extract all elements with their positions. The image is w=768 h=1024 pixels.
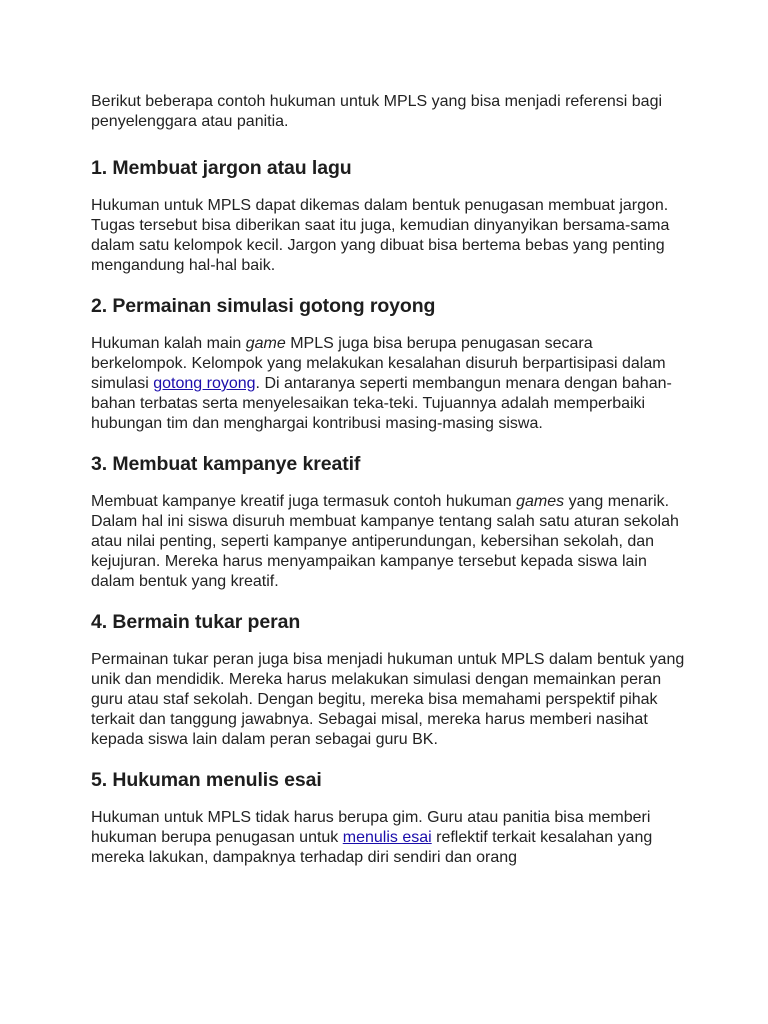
section-heading: 5. Hukuman menulis esai (91, 769, 322, 791)
body-emphasis: game (245, 335, 286, 352)
section-5 (91, 768, 691, 868)
section-2 (91, 294, 691, 434)
section-heading: 2. Permainan simulasi gotong royong (91, 295, 436, 317)
gotong-royong-link[interactable]: gotong royong (153, 375, 256, 392)
section-body: Hukuman untuk MPLS dapat dikemas dalam bentuk penugasan membuat jargon. Tugas tersebut bisa diberikan saat itu juga, kemudian dinyanyikan bersama-sama dalam satu kelompok kecil. Jargon yang dibuat bisa bertema bebas yang penting mengandung hal-hal baik. (91, 197, 670, 274)
body-text: yang menarik. Dalam hal ini siswa disuruh membuat kampanye tentang salah satu aturan sekolah atau nilai penting, seperti kampanye antiperundungan, kebersihan sekolah, dan kejujuran. Mereka harus menyampaikan kampanye tersebut kepada siswa lain dalam bentuk yang kreatif. (91, 493, 679, 590)
section-body (91, 334, 691, 434)
menulis-esai-link[interactable]: menulis esai (342, 829, 432, 846)
section-heading: 4. Bermain tukar peran (91, 611, 301, 633)
section-body: Permainan tukar peran juga bisa menjadi hukuman untuk MPLS dalam bentuk yang unik dan mendidik. Mereka harus melakukan simulasi dengan memainkan peran guru atau staf sekolah. Dengan begitu, mereka bisa memahami perspektif pihak terkait dan tanggung jawabnya. Sebagai misal, mereka harus memberi nasihat kepada siswa lain dalam peran sebagai guru BK. (91, 651, 685, 748)
body-text: Membuat kampanye kreatif juga termasuk contoh hukuman (91, 493, 517, 510)
section-body (91, 492, 691, 592)
section-1 (91, 156, 691, 276)
body-text: Hukuman untuk MPLS tidak harus berupa gim. Guru atau panitia bisa memberi hukuman berupa penugasan untuk (91, 809, 651, 846)
article (91, 92, 691, 886)
body-emphasis: games (516, 493, 565, 510)
body-text: . Di antaranya seperti membangun menara dengan bahan-bahan terbatas serta menyelesaikan teka-teki. Tujuannya adalah memperbaiki hubungan tim dan menghargai kontribusi masing-masing siswa. (91, 375, 672, 432)
body-text: MPLS juga bisa berupa penugasan secara berkelompok. Kelompok yang melakukan kesalahan disuruh berpartisipasi dalam simulasi (91, 335, 666, 392)
section-body (91, 808, 691, 868)
body-text: reflektif terkait kesalahan yang mereka lakukan, dampaknya terhadap diri sendiri dan orang (91, 829, 653, 866)
section-4 (91, 610, 691, 750)
body-text: Hukuman kalah main (91, 335, 246, 352)
section-heading: 1. Membuat jargon atau lagu (91, 157, 352, 179)
section-3 (91, 452, 691, 592)
intro-paragraph: Berikut beberapa contoh hukuman untuk MPLS yang bisa menjadi referensi bagi penyelenggara atau panitia. (91, 93, 663, 130)
section-heading: 3. Membuat kampanye kreatif (91, 453, 361, 475)
